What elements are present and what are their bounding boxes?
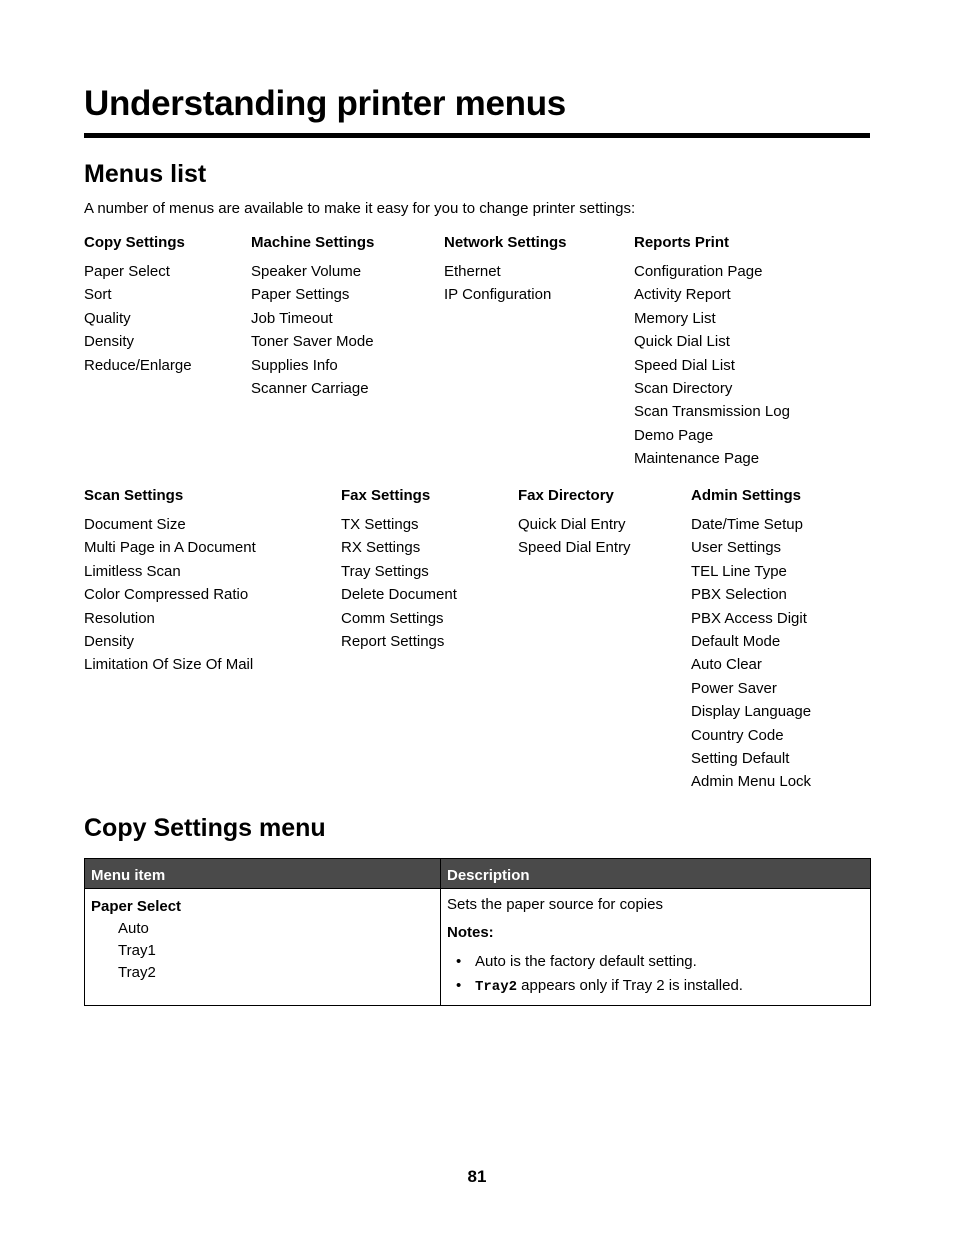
menu-column-fax-settings: [341, 487, 457, 653]
menu-column-title: Fax Settings: [341, 487, 431, 504]
menu-item-list: [84, 513, 256, 677]
menu-item: Toner Saver Mode: [251, 333, 374, 351]
menu-item: Quick Dial List: [634, 333, 730, 351]
table-header-row: [85, 859, 871, 889]
menu-item: Report Settings: [341, 633, 445, 651]
menu-item: Job Timeout: [251, 309, 333, 327]
menu-column-title: Network Settings: [444, 234, 567, 251]
menu-item: Limitation Of Size Of Mail: [84, 656, 254, 674]
menu-item-list: [84, 260, 192, 377]
menu-item: Quick Dial Entry: [518, 516, 626, 533]
note-text: Auto is the factory default setting.: [475, 953, 697, 970]
menu-item-list: [251, 260, 374, 400]
menu-item: Density: [84, 333, 135, 351]
menu-item: Auto Clear: [691, 656, 762, 674]
menus-list-heading: Menus list: [84, 160, 207, 188]
table-row: [85, 889, 871, 1006]
menu-item: Setting Default: [691, 750, 790, 768]
menu-item-list: [634, 260, 790, 471]
menu-item: Document Size: [84, 516, 186, 533]
notes-label: Notes:: [447, 924, 494, 941]
menu-item: Supplies Info: [251, 356, 338, 374]
menu-item: Country Code: [691, 726, 784, 744]
menu-column-scan-settings: [84, 487, 256, 677]
menu-item: PBX Access Digit: [691, 609, 807, 627]
menu-item: Scan Directory: [634, 380, 733, 398]
menu-item: Reduce/Enlarge: [84, 356, 192, 374]
menu-item-option: Tray1: [118, 942, 156, 959]
bullet-icon: •: [456, 977, 462, 994]
menu-column-reports-print: [634, 234, 790, 471]
menu-item: Comm Settings: [341, 609, 444, 627]
note-item: [447, 974, 864, 999]
menu-item: Ethernet: [444, 263, 501, 280]
menu-column-machine-settings: [251, 234, 374, 400]
menu-item: PBX Selection: [691, 586, 787, 604]
menu-item: Resolution: [84, 609, 155, 627]
menu-item: Demo Page: [634, 426, 714, 444]
menu-item: Power Saver: [691, 679, 777, 697]
menu-item: Memory List: [634, 309, 716, 327]
menu-item-cell: [85, 889, 441, 1006]
menu-item: Sort: [84, 286, 112, 304]
note-code: Tray2: [475, 979, 518, 995]
menu-column-title: Copy Settings: [84, 234, 185, 251]
menu-item: Speed Dial Entry: [518, 539, 631, 557]
chapter-title-rule: [84, 133, 870, 138]
menu-item: IP Configuration: [444, 286, 552, 304]
page-number: 81: [467, 1167, 487, 1186]
menu-item: RX Settings: [341, 539, 421, 557]
menu-item: Quality: [84, 309, 131, 327]
menu-item: TX Settings: [341, 516, 419, 533]
menu-column-title: Admin Settings: [691, 487, 802, 504]
menu-item-option: Tray2: [118, 964, 156, 981]
column-header-menu-item: Menu item: [85, 859, 441, 889]
menu-item-list: [691, 513, 811, 794]
menu-column-title: Reports Print: [634, 234, 730, 251]
copy-settings-table: [84, 858, 871, 1006]
menu-item: TEL Line Type: [691, 562, 787, 580]
menu-column-title: Fax Directory: [518, 487, 614, 504]
menu-item: Delete Document: [341, 586, 457, 604]
bullet-icon: •: [456, 953, 462, 970]
menu-item: Color Compressed Ratio: [84, 586, 249, 604]
menu-column-title: Machine Settings: [251, 234, 375, 251]
menu-item: Limitless Scan: [84, 562, 181, 580]
menu-item-list: [444, 260, 567, 307]
menu-item: Paper Select: [84, 263, 170, 280]
menu-column-title: Scan Settings: [84, 487, 184, 504]
menu-column-fax-directory: [518, 487, 631, 560]
column-header-description: Description: [441, 859, 871, 889]
menu-item: Date/Time Setup: [691, 516, 803, 533]
menu-item-list: [518, 513, 631, 560]
menu-item-option: Auto: [118, 920, 149, 937]
chapter-title: Understanding printer menus: [84, 84, 566, 123]
menu-item: Default Mode: [691, 633, 781, 651]
menu-item: Maintenance Page: [634, 450, 760, 468]
menu-item-list: [341, 513, 457, 653]
menu-item: Activity Report: [634, 286, 731, 304]
menu-item: Scan Transmission Log: [634, 403, 790, 421]
note-item: [447, 950, 864, 974]
menu-column-admin-settings: [691, 487, 811, 794]
menu-item: Density: [84, 633, 135, 651]
menu-item: Multi Page in A Document: [84, 539, 256, 557]
description-cell: [441, 889, 871, 1006]
menu-item: Paper Settings: [251, 286, 350, 304]
copy-settings-menu-heading: Copy Settings menu: [84, 814, 326, 842]
menu-item: Scanner Carriage: [251, 380, 369, 398]
menu-item: Speaker Volume: [251, 263, 362, 280]
menu-item: Display Language: [691, 703, 812, 721]
menu-item: User Settings: [691, 539, 782, 557]
menu-item: Speed Dial List: [634, 356, 735, 374]
note-text: appears only if Tray 2 is installed.: [517, 977, 743, 994]
menu-item: Admin Menu Lock: [691, 773, 812, 791]
menu-column-copy-settings: [84, 234, 192, 377]
menu-column-network-settings: [444, 234, 567, 307]
menu-item-name: Paper Select: [91, 898, 182, 915]
menus-list-intro: A number of menus are available to make it easy for you to change printer settings:: [84, 200, 636, 217]
notes-list: [447, 950, 864, 999]
description-text: Sets the paper source for copies: [447, 896, 663, 913]
menu-item: Tray Settings: [341, 562, 429, 580]
menu-item: Configuration Page: [634, 263, 763, 280]
